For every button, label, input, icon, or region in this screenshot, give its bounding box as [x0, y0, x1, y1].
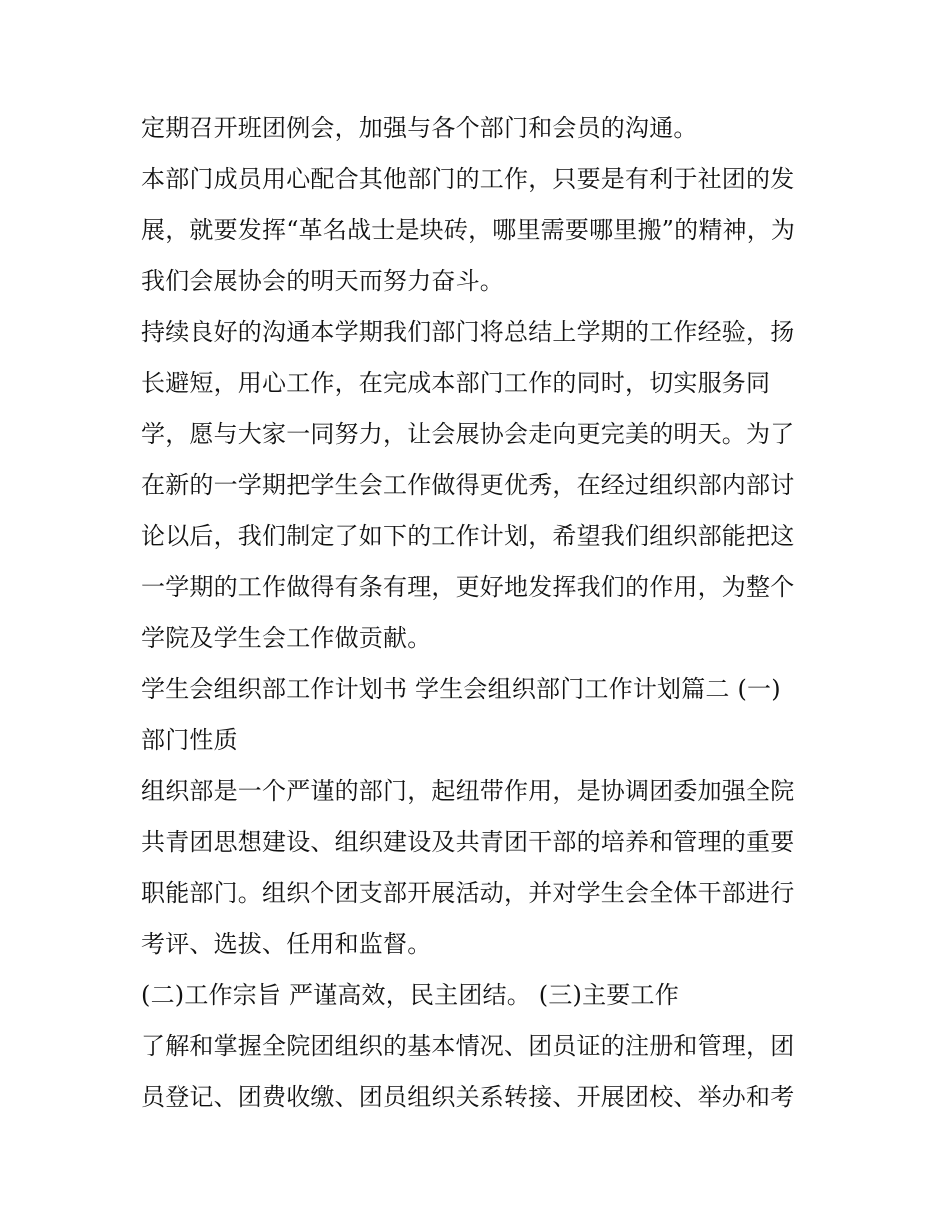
text-line: 展，就要发挥“革名战士是块砖，哪里需要哪里搬”的精神，为 — [141, 216, 796, 244]
text-line: 长避短，用心工作，在完成本部门工作的同时，切实服务同 — [141, 369, 771, 397]
text-line: 我们会展协会的明天而努力奋斗。 — [141, 267, 504, 295]
text-line: 定期召开班团例会，加强与各个部门和会员的沟通。 — [141, 114, 698, 142]
text-line: 论以后，我们制定了如下的工作计划，希望我们组织部能把这 — [141, 522, 795, 550]
text-line: 组织部是一个严谨的部门，起纽带作用，是协调团委加强全院 — [141, 777, 795, 805]
text-line: 学院及学生会工作做贡献。 — [141, 624, 432, 652]
section-heading-line: (二)工作宗旨 严谨高效，民主团结。 (三)主要工作 — [141, 981, 679, 1009]
text-line: 考评、选拔、任用和监督。 — [141, 930, 432, 958]
section-heading-line: 学生会组织部工作计划书 学生会组织部门工作计划篇二 (一) — [141, 675, 781, 703]
text-line: 共青团思想建设、组织建设及共青团干部的培养和管理的重要 — [141, 828, 795, 856]
text-line: 了解和掌握全院团组织的基本情况、团员证的注册和管理，团 — [141, 1032, 795, 1060]
text-line: 在新的一学期把学生会工作做得更优秀，在经过组织部内部讨 — [141, 471, 795, 499]
section-heading-line: 部门性质 — [141, 726, 238, 754]
text-line: 员登记、团费收缴、团员组织关系转接、开展团校、举办和考 — [141, 1083, 795, 1111]
document-body — [141, 103, 821, 1123]
text-line: 职能部门。组织个团支部开展活动，并对学生会全体干部进行 — [141, 879, 795, 907]
text-line: 持续良好的沟通本学期我们部门将总结上学期的工作经验，扬 — [141, 318, 795, 346]
text-line: 一学期的工作做得有条有理，更好地发挥我们的作用，为整个 — [141, 573, 795, 601]
text-line: 本部门成员用心配合其他部门的工作，只要是有利于社团的发 — [141, 165, 795, 193]
text-line: 学，愿与大家一同努力，让会展协会走向更完美的明天。为了 — [141, 420, 795, 448]
